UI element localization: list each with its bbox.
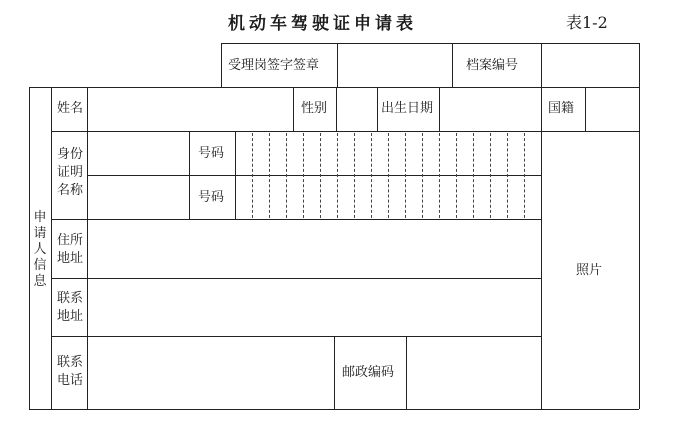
digit-separator	[473, 133, 474, 218]
cell-divider	[334, 336, 335, 409]
contact-address-label: 联系地址	[57, 291, 84, 324]
cell-divider	[439, 87, 440, 131]
top-row-divider	[541, 43, 542, 87]
id-document-name-label: 身份证明名称	[57, 147, 84, 198]
nationality-field[interactable]	[587, 89, 638, 130]
cell-divider	[235, 131, 236, 219]
digit-separator	[371, 133, 372, 218]
main-bottom-border	[29, 409, 639, 410]
archive-number-label: 档案编号	[466, 58, 519, 73]
gender-label: 性别	[301, 101, 328, 116]
top-row-divider	[452, 43, 453, 87]
id-document-name-field-2[interactable]	[89, 177, 188, 218]
digit-separator	[320, 133, 321, 218]
row-divider	[51, 278, 541, 279]
birth-date-label: 出生日期	[381, 101, 434, 116]
digit-separator	[490, 133, 491, 218]
top-row-left-border	[221, 43, 222, 87]
section-column-divider	[51, 87, 52, 409]
digit-separator	[269, 133, 270, 218]
digit-separator	[524, 133, 525, 218]
name-label: 姓名	[57, 101, 84, 116]
acceptance-signature-field[interactable]	[339, 45, 451, 85]
top-row-top-border	[221, 43, 639, 44]
digit-separator	[405, 133, 406, 218]
acceptance-signature-label: 受理岗签字签章	[228, 58, 320, 73]
digit-separator	[252, 133, 253, 218]
id-number-label-1: 号码	[198, 146, 225, 161]
row-divider	[51, 131, 639, 132]
archive-number-field[interactable]	[543, 45, 638, 85]
cell-divider	[336, 87, 337, 131]
cell-divider	[189, 131, 190, 219]
form-title: 机动车驾驶证申请表	[228, 14, 417, 34]
cell-divider	[377, 87, 378, 131]
digit-separator	[354, 133, 355, 218]
table-right-border	[639, 43, 640, 409]
digit-separator	[507, 133, 508, 218]
digit-separator	[422, 133, 423, 218]
postal-code-field[interactable]	[408, 338, 540, 408]
id-number-label-2: 号码	[198, 190, 225, 205]
gender-field[interactable]	[338, 89, 376, 130]
digit-separator	[286, 133, 287, 218]
cell-divider	[585, 87, 586, 131]
photo-column-divider	[541, 87, 542, 409]
cell-divider	[293, 87, 294, 131]
birth-date-field[interactable]	[441, 89, 540, 130]
digit-separator	[337, 133, 338, 218]
row-divider	[51, 336, 541, 337]
digit-separator	[456, 133, 457, 218]
contact-address-field[interactable]	[89, 280, 540, 335]
residence-address-label: 住所地址	[57, 233, 84, 266]
residence-address-field[interactable]	[89, 221, 540, 277]
digit-separator	[388, 133, 389, 218]
name-field[interactable]	[89, 89, 292, 130]
contact-phone-field[interactable]	[89, 338, 333, 408]
contact-phone-label: 联系电话	[57, 355, 84, 388]
top-row-divider	[337, 43, 338, 87]
nationality-label: 国籍	[548, 101, 575, 116]
photo-label: 照片	[576, 263, 603, 278]
main-left-border	[29, 87, 30, 409]
cell-divider	[406, 336, 407, 409]
id-document-name-field-1[interactable]	[89, 133, 188, 174]
row-divider	[51, 219, 541, 220]
table-number: 表1-2	[566, 13, 608, 32]
postal-code-label: 邮政编码	[342, 365, 395, 380]
applicant-info-section-label: 申请人信息	[33, 210, 47, 289]
digit-separator	[439, 133, 440, 218]
label-column-divider	[87, 87, 88, 409]
digit-separator	[303, 133, 304, 218]
main-top-border	[29, 87, 639, 88]
